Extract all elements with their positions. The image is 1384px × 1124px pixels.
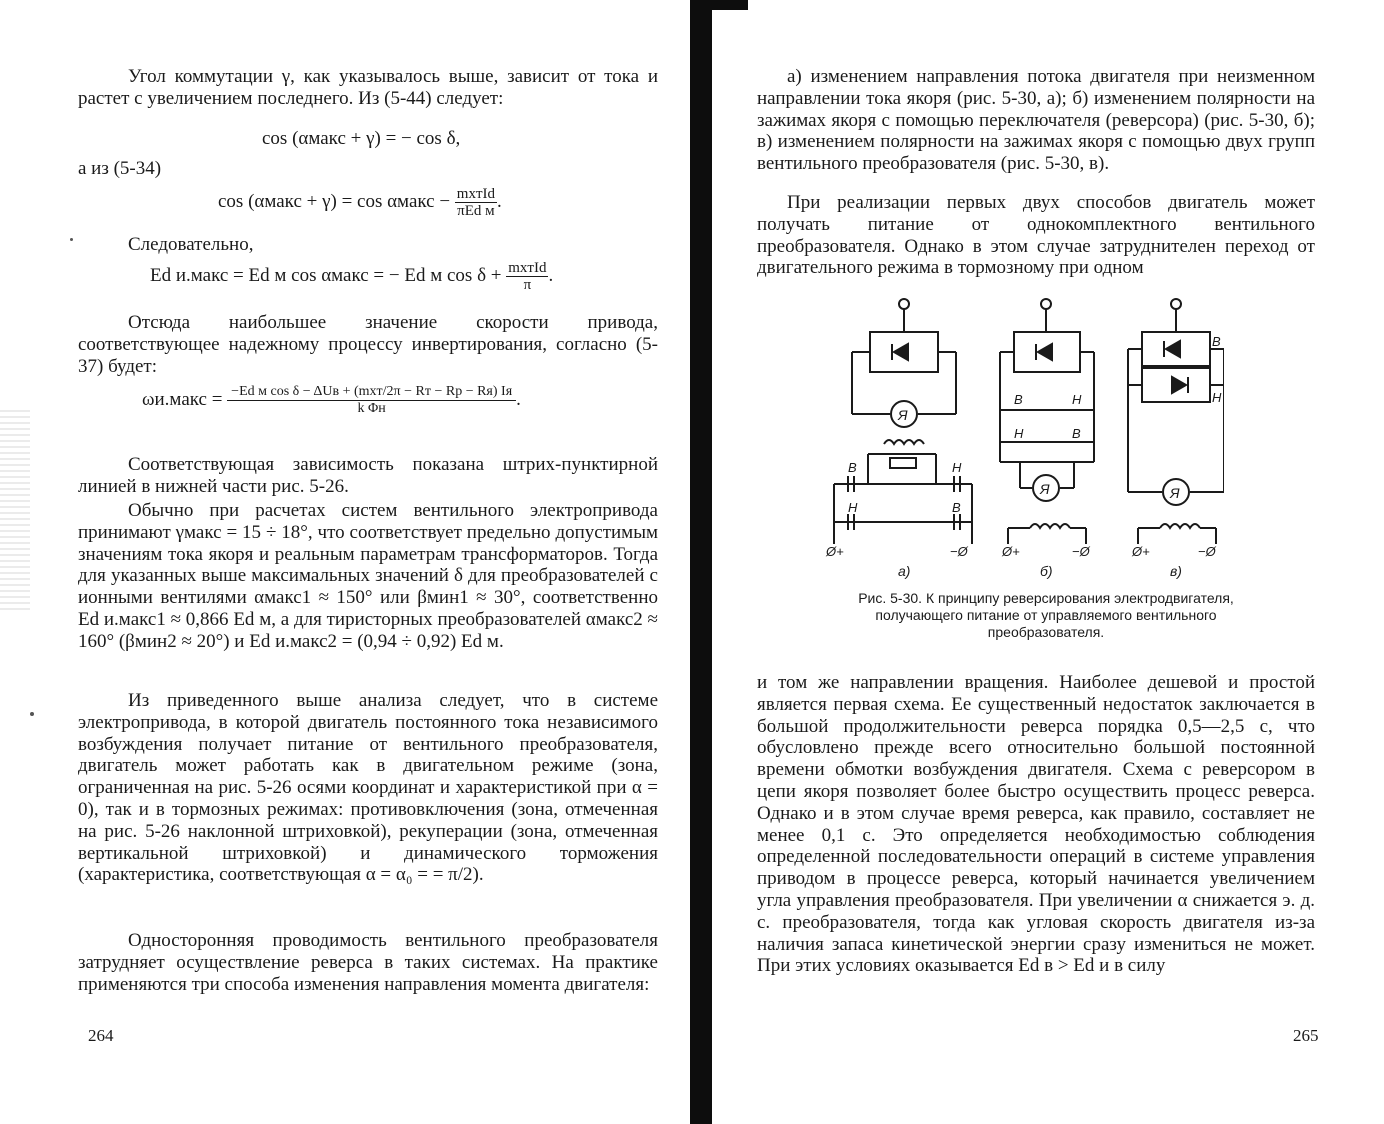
paragraph: и том же направлении вращения. Наиболее дешевой и простой является первая схема. Ее существенный недостаток заключается в большой продолжительности реверса порядка 0,5—2,5 с, что обусловлено прежде всего относительно большой постоянной времени обмотки возбуждения двигателя. Схема с реверсором в цепи якоря позволяет более быстро осуществить процесс реверса. Однако и в этом случае время реверса, как правило, составляет не менее 0,1 с. Это определяется необходимостью соблюдения определенной последовательности операций в системе управления приводом в процессе реверса, который начинается увеличением угла управления преобразователя. При увеличении α снижается э. д. с. преобразователя, тогда как угловая скорость двигателя из-за наличия запаса кинетической энергии сразу измениться не может. При этих условиях оказывается Ed в > Ed и в силу [757,672,1315,977]
motor-label: Я [1040,481,1050,497]
contact-label: Н [952,460,962,475]
circuit-c [1128,299,1224,579]
left-page [78,0,658,1124]
denominator: π [523,277,532,293]
fraction [227,384,516,417]
contact-label: В [1014,392,1023,407]
contact-label: Н [1212,390,1222,405]
scan-speck [70,238,73,241]
minus-terminal: −Ø [950,544,968,559]
spine-notch [700,0,748,10]
paragraph: Односторонняя проводимость вентильного преобразователя затрудняет осуществление реверса в таких системах. На практике применяются три способа изменения направления момента двигателя: [78,930,658,995]
page-number: 265 [1293,1026,1319,1045]
equation: ωи.макс = $\frac{\text{−Ed м cos δ − ΔUв + (mxт/2π − Rт − Rр − Rя) Iя}}{\text{k Φн}}$ . [142,384,521,416]
equation-lhs: cos (αмакс + γ) = cos αмакс − [218,190,451,212]
circuit-b [1000,299,1094,579]
page-number: 264 [88,1026,114,1045]
paragraph: а из (5-34) [78,158,162,179]
subfigure-label: а) [898,563,911,579]
equation: cos (αмакс + γ) = − cos δ, [262,128,461,149]
plus-terminal: Ø+ [1002,544,1020,559]
paragraph: Следовательно, [128,234,254,255]
numerator: −Ed м cos δ − ΔUв + (mxт/2π − Rт − Rр − Rя) Iя [227,384,516,401]
motor-label: Я [1170,485,1180,501]
minus-terminal: −Ø [1198,544,1216,559]
denominator: k Φн [357,401,386,416]
equation: cos (αмакс + γ) = cos αмакс − $\frac{\text{mxтId}}{\text{πEd м}}$ . [218,186,502,219]
figure-caption: Рис. 5-30. К принципу реверсирования электродвигателя, получающего питание от управляемого вентильного преобразователя. [858,590,1234,640]
equation-lhs: Ed и.макс = Ed м cos αмакс = − Ed м cos δ + [150,264,502,286]
contact-label: В [1072,426,1081,441]
contact-label: Н [1072,392,1082,407]
plus-terminal: Ø+ [826,544,844,559]
numerator: mxтId [456,186,496,202]
plus-terminal: Ø+ [1132,544,1150,559]
circuit-a [825,299,972,579]
fraction [506,260,548,293]
minus-terminal: −Ø [1072,544,1090,559]
paragraph: Угол коммутации γ, как указывалось выше, зависит от тока и растет с увеличением последнего. Из (5-44) следует: [78,66,658,109]
paragraph: Соответствующая зависимость показана штрих-пунктирной линией в нижней части рис. 5-26. [78,454,658,497]
fraction [455,186,497,219]
contact-label: Н [848,500,858,515]
circuit-figure [824,292,1224,582]
numerator: mxтId [508,260,547,276]
contact-label: Н [1014,426,1024,441]
paragraph: Обычно при расчетах систем вентильного электропривода принимают γмакс = 15 ÷ 18°, что соответствует предельно допустимым значениям тока якоря и реальным параметрам трансформаторов. Тогда для указанных выше максимальных значений δ для преобразователей с ионными вентилями αмакс1 ≈ 150° или βмин1 ≈ 30°, соответственно Ed и.макс1 ≈ 0,866 Ed м, а для тиристорных преобразователей αмакс2 ≈ 160° (βмин2 ≈ 20°) и Ed и.макс2 = (0,94 ÷ 0,92) Ed м. [78,500,658,652]
motor-label: Я [898,407,908,423]
contact-label: В [952,500,961,515]
subfigure-label: б) [1040,563,1053,579]
contact-label: В [848,460,857,475]
denominator: πEd м [457,203,495,219]
contact-label: В [1212,334,1221,349]
paragraph: Отсюда наибольшее значение скорости привода, соответствующее надежному процессу инвертирования, согласно (5-37) будет: [78,312,658,377]
subfigure-label: в) [1170,563,1182,579]
scan-speck [30,712,34,716]
equation: Ed и.макс = Ed м cos αмакс = − Ed м cos δ + $\frac{\text{mxтId}}{\pi}$ . [150,260,554,293]
book-spine [690,0,712,1124]
paragraph: а) изменением направления потока двигателя при неизменном направлении тока якоря (рис. 5-30, а); б) изменением полярности на зажимах якоря с помощью переключателя (реверсора) (рис. 5-30, б); в) изменением полярности на зажимах якоря с помощью двух групп вентильного преобразователя (рис. 5-30, в). [757,66,1315,175]
paragraph: При реализации первых двух способов двигатель может получать питание от однокомплектного вентильного преобразователя. Однако в этом случае затруднителен переход от двигательного режима в тормозному при одном [757,192,1315,279]
equation-lhs: ωи.макс = [142,388,223,410]
paragraph: Из приведенного выше анализа следует, что в системе электропривода, в которой двигатель постоянного тока независимого возбуждения получает питание от вентильного преобразователя, двигатель может работать как в двигательном режиме (зона, ограниченная на рис. 5-26 осями координат и характеристикой при α = 0), так и в тормозных режимах: противовключения (зона, отмеченная на рис. 5-26 наклонной штриховкой), рекуперации (зона, отмеченная вертикальной штриховкой) и динамического торможения (характеристика, соответствующая α = α₀ = = π/2). [78,690,658,886]
scan-noise [0,410,30,610]
